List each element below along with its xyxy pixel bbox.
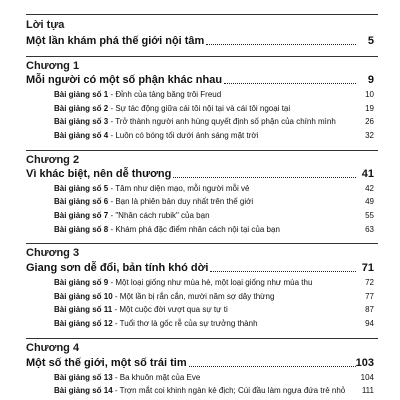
lesson-title: Khám phá đặc điểm nhân cách nội tại của bạn	[115, 225, 280, 234]
lesson-entry[interactable]: Bài giảng số 6 - Bạn là phiên bản duy nhất trên thế giới	[54, 197, 254, 206]
lesson-page: 42	[365, 184, 374, 193]
lesson-entry[interactable]: Bài giảng số 8 - Khám phá đặc điểm nhân cách nội tại của bạn	[54, 225, 280, 234]
lesson-page: 10	[365, 90, 374, 99]
lesson-entry[interactable]: Bài giảng số 5 - Tâm như diện mạo, mỗi người mỗi vẻ	[54, 184, 250, 193]
lesson-page: 111	[361, 386, 374, 395]
lesson-entry[interactable]: Bài giảng số 13 - Ba khuôn mặt của Eve	[54, 373, 201, 382]
lesson-entry[interactable]: Bài giảng số 14 - Trợn mắt coi khinh ngàn kẻ địch; Cúi đầu làm ngựa đứa trẻ nhỏ	[54, 386, 346, 395]
lesson-entry[interactable]: Bài giảng số 10 - Một lần bị rắn cắn, mười năm sợ dây thừng	[54, 292, 275, 301]
chapter-title: Mỗi người có một số phận khác nhau	[26, 74, 223, 86]
chapter-label: Chương 2	[26, 154, 80, 166]
lesson-title: Luôn có bóng tối dưới ánh sáng mặt trời	[115, 131, 259, 140]
lesson-number: Bài giảng số 10	[54, 292, 113, 301]
section-divider	[26, 56, 378, 57]
lesson-page: 63	[365, 225, 374, 234]
lesson-number: Bài giảng số 12	[54, 319, 113, 328]
leader-dots	[189, 366, 356, 367]
chapter-title: Vì khác biệt, nên dễ thương	[26, 168, 172, 180]
lesson-page: 72	[365, 278, 374, 287]
lesson-entry[interactable]: Bài giảng số 1 - Đỉnh của tảng băng trôi Freud	[54, 90, 222, 99]
lesson-number: Bài giảng số 1	[54, 90, 109, 99]
lesson-entry[interactable]: Bài giảng số 2 - Sự tác động giữa cái tôi nội tại và cái tôi ngoại tại	[54, 104, 291, 113]
lesson-page: 94	[365, 319, 374, 328]
lesson-number: Bài giảng số 11	[54, 305, 113, 314]
lesson-page: 104	[360, 373, 374, 382]
lesson-title: Tuổi thơ là gốc rễ của sự trưởng thành	[119, 319, 258, 328]
lesson-entry[interactable]: Bài giảng số 12 - Tuổi thơ là gốc rễ của sự trưởng thành	[54, 319, 258, 328]
preface-label: Lời tựa	[26, 19, 65, 31]
toc-entry-preface[interactable]	[26, 35, 358, 47]
section-divider	[26, 338, 378, 339]
lesson-entry[interactable]: Bài giảng số 9 - Một loại giống như mùa hè, một loại giống như mùa thu	[54, 278, 313, 287]
toc-entry-title: Một lần khám phá thế giới nội tâm	[26, 35, 205, 47]
lesson-page: 87	[365, 305, 374, 314]
toc-entry-chapter-2[interactable]	[26, 168, 358, 180]
lesson-number: Bài giảng số 9	[54, 278, 109, 287]
lesson-title: Trở thành người anh hùng quyết định số phận của chính mình	[115, 117, 336, 126]
lesson-number: Bài giảng số 3	[54, 117, 109, 126]
lesson-title: Một cuộc đời vượt qua sự tự ti	[119, 305, 228, 314]
chapter-page: 9	[367, 74, 374, 86]
lesson-title: Ba khuôn mặt của Eve	[119, 373, 201, 382]
lesson-number: Bài giảng số 2	[54, 104, 109, 113]
chapter-title: Giang sơn dễ đổi, bản tính khó dời	[26, 262, 209, 274]
lesson-title: "Nhân cách rubik" của bạn	[115, 211, 210, 220]
lesson-entry[interactable]: Bài giảng số 3 - Trở thành người anh hùng quyết định số phận của chính mình	[54, 117, 336, 126]
lesson-title: Sự tác động giữa cái tôi nội tại và cái tôi ngoại tại	[115, 104, 291, 113]
lesson-title: Đỉnh của tảng băng trôi Freud	[115, 90, 222, 99]
toc-entry-chapter-4[interactable]	[26, 357, 358, 369]
lesson-page: 26	[365, 117, 374, 126]
lesson-page: 32	[365, 131, 374, 140]
leader-dots	[210, 271, 356, 272]
toc-entry-chapter-1[interactable]	[26, 74, 358, 86]
lesson-title: Một loại giống như mùa hè, một loại giống như mùa thu	[115, 278, 313, 287]
lesson-number: Bài giảng số 4	[54, 131, 109, 140]
chapter-page: 71	[361, 262, 374, 274]
lesson-entry[interactable]: Bài giảng số 7 - "Nhân cách rubik" của bạn	[54, 211, 210, 220]
chapter-label: Chương 1	[26, 60, 80, 72]
lesson-page: 55	[365, 211, 374, 220]
lesson-number: Bài giảng số 8	[54, 225, 109, 234]
section-divider	[26, 243, 378, 244]
lesson-number: Bài giảng số 13	[54, 373, 113, 382]
lesson-title: Trợn mắt coi khinh ngàn kẻ địch; Cúi đầu làm ngựa đứa trẻ nhỏ	[119, 386, 346, 395]
chapter-label: Chương 4	[26, 342, 80, 354]
leader-dots	[224, 83, 356, 84]
toc-entry-chapter-3[interactable]	[26, 262, 358, 274]
chapter-title: Một số thế giới, một số trái tim	[26, 357, 187, 369]
leader-dots	[173, 177, 356, 178]
chapter-page: 103	[355, 357, 374, 369]
lesson-page: 19	[365, 104, 374, 113]
lesson-entry[interactable]: Bài giảng số 4 - Luôn có bóng tối dưới ánh sáng mặt trời	[54, 131, 259, 140]
lesson-number: Bài giảng số 7	[54, 211, 109, 220]
lesson-title: Một lần bị rắn cắn, mười năm sợ dây thừng	[119, 292, 275, 301]
lesson-page: 49	[365, 197, 374, 206]
lesson-title: Tâm như diện mạo, mỗi người mỗi vẻ	[115, 184, 250, 193]
lesson-entry[interactable]: Bài giảng số 11 - Một cuộc đời vượt qua sự tự ti	[54, 305, 228, 314]
chapter-page: 41	[361, 168, 374, 180]
lesson-page: 77	[365, 292, 374, 301]
lesson-number: Bài giảng số 6	[54, 197, 109, 206]
lesson-title: Bạn là phiên bản duy nhất trên thế giới	[115, 197, 254, 206]
leader-dots	[206, 44, 356, 45]
section-divider	[26, 150, 378, 151]
toc-entry-page: 5	[367, 35, 374, 47]
lesson-number: Bài giảng số 14	[54, 386, 113, 395]
section-divider	[26, 14, 378, 15]
chapter-label: Chương 3	[26, 247, 80, 259]
lesson-number: Bài giảng số 5	[54, 184, 109, 193]
